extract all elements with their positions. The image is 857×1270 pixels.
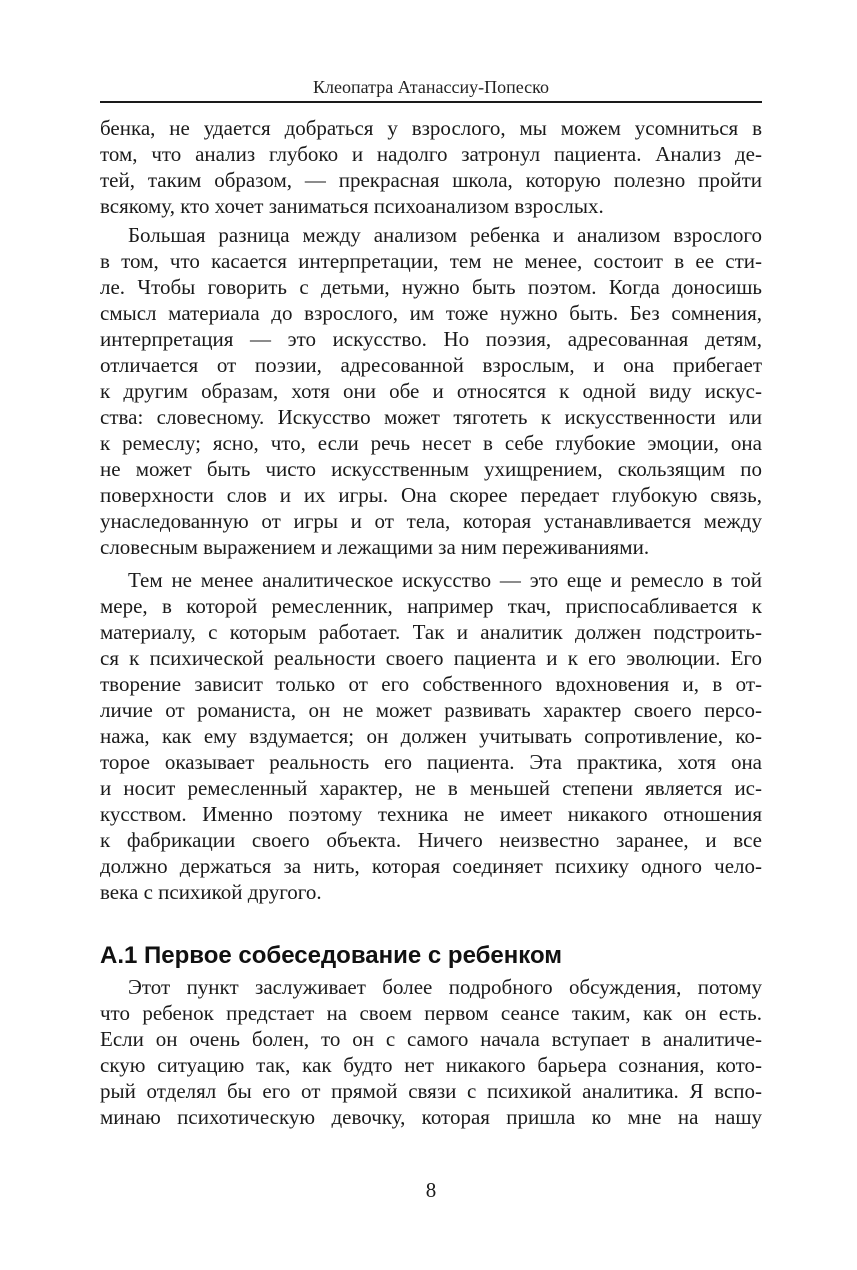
text-line: минаю психотическую девочку, которая пришла ко мне на нашу xyxy=(100,1105,762,1129)
text-line: мере, в которой ремесленник, например ткач, приспосабливается к xyxy=(100,594,762,618)
text-line: века с психикой другого. xyxy=(100,880,322,904)
text-line: и носит ремесленный характер, не в меньшей степени является ис- xyxy=(100,776,762,800)
text-line: унаследованную от игры и от тела, которая устанавливается между xyxy=(100,509,762,533)
section-paragraph xyxy=(100,974,762,1130)
text-line: к фабрикации своего объекта. Ничего неизвестно заранее, и все xyxy=(100,828,762,852)
running-head: Клеопатра Атанассиу-Попеско xyxy=(312,77,549,97)
text-line: ле. Чтобы говорить с детьми, нужно быть поэтом. Когда доносишь xyxy=(100,275,762,299)
paragraph-3 xyxy=(100,567,762,905)
text-line: Большая разница между анализом ребенка и анализом взрослого xyxy=(128,223,762,247)
text-line: в том, что касается интерпретации, тем не менее, состоит в ее сти- xyxy=(100,249,762,273)
text-line: кусством. Именно поэтому техника не имеет никакого отношения xyxy=(100,802,762,826)
running-head-rule xyxy=(100,101,762,103)
text-line: Тем не менее аналитическое искусство — это еще и ремесло в той xyxy=(128,568,762,592)
text-line: тей, таким образом, — прекрасная школа, которую полезно пройти xyxy=(100,168,762,192)
text-line: отличается от поэзии, адресованной взрослым, и она прибегает xyxy=(100,353,762,377)
paragraph-1 xyxy=(100,115,762,219)
text-line: должно держаться за нить, которая соединяет психику одного чело- xyxy=(100,854,762,878)
text-line: к ремеслу; ясно, что, если речь несет в себе глубокие эмоции, она xyxy=(100,431,762,455)
text-line: скую ситуацию так, как будто нет никакого барьера сознания, кото- xyxy=(100,1053,762,1077)
text-line: всякому, кто хочет заниматься психоанализом взрослых. xyxy=(100,194,604,218)
text-line: личие от романиста, он не может развивать характер своего персо- xyxy=(100,698,762,722)
paragraph-2 xyxy=(100,222,762,560)
section-heading: А.1 Первое собеседование с ребенком xyxy=(100,942,563,969)
text-line: интерпретация — это искусство. Но поэзия, адресованная детям, xyxy=(100,327,762,351)
text-line: ся к психической реальности своего пациента и к его эволюции. Его xyxy=(100,646,762,670)
text-line: Этот пункт заслуживает более подробного обсуждения, потому xyxy=(128,975,762,999)
text-line: к другим образам, хотя они обе и относятся к одной виду искус- xyxy=(100,379,762,403)
text-line: материалу, с которым работает. Так и аналитик должен подстроить- xyxy=(100,620,762,644)
text-line: не может быть чисто искусственным ухищрением, скользящим по xyxy=(100,457,762,481)
text-line: ства: словесному. Искусство может тяготеть к искусственности или xyxy=(100,405,762,429)
text-line: что ребенок предстает на своем первом сеансе таким, как он есть. xyxy=(100,1001,762,1025)
text-line: поверхности слов и их игры. Она скорее передает глубокую связь, xyxy=(100,483,762,507)
page-number: 8 xyxy=(425,1178,437,1202)
text-line: смысл материала до взрослого, им тоже нужно быть. Без сомнения, xyxy=(100,301,762,325)
text-line: творение зависит только от его собственного вдохновения и, в от- xyxy=(100,672,762,696)
text-line: торое оказывает реальность его пациента. Эта практика, хотя она xyxy=(100,750,762,774)
text-line: словесным выражением и лежащими за ним переживаниями. xyxy=(100,535,650,559)
text-line: Если он очень болен, то он с самого начала вступает в аналитиче- xyxy=(100,1027,762,1051)
text-line: рый отделял бы его от прямой связи с психикой аналитика. Я вспо- xyxy=(100,1079,762,1103)
text-line: нажа, как ему вздумается; он должен учитывать сопротивление, ко- xyxy=(100,724,762,748)
text-line: том, что анализ глубоко и надолго затронул пациента. Анализ де- xyxy=(100,142,762,166)
text-line: бенка, не удается добраться у взрослого, мы можем усомниться в xyxy=(100,116,762,140)
